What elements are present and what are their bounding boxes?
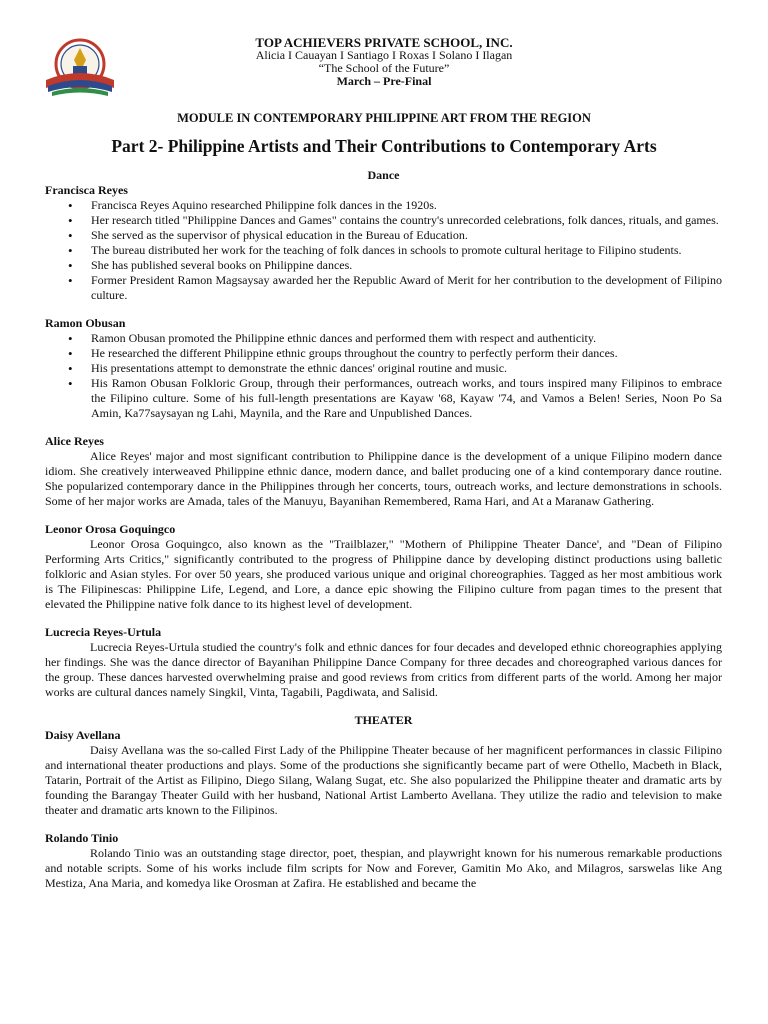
- list-item: • The bureau distributed her work for the teaching of folk dances in schools to promote cultural heritage to Filipino students.: [91, 243, 722, 258]
- campus-list: Alicia I Cauayan I Santiago I Roxas I Solano I Ilagan: [255, 48, 513, 62]
- artist-name: Ramon Obusan: [45, 316, 126, 330]
- bullet-list: [45, 198, 722, 303]
- artist-paragraph: Alice Reyes' major and most significant contribution to Philippine dance is the development of a unique Filipino modern dance idiom. She creatively interweaved Philippine ethnic dance, modern dance, and ballet producing one of a kind contemporary dance routine. She popularized contemporary dance in the Philippines through her concerts, tours, outreach works, and lecture demonstrations in schools. Some of her major works are Amada, tales of the Manuyu, Bayanihan Remembered, Rama Hari, and At a Maranaw Gathering.: [45, 449, 722, 508]
- list-item: • He researched the different Philippine ethnic groups throughout the country to perfectly perform their dances.: [91, 346, 722, 361]
- exam-period: March – Pre-Final: [336, 74, 432, 88]
- list-item: • She has published several books on Philippine dances.: [91, 258, 722, 273]
- school-name: TOP ACHIEVERS PRIVATE SCHOOL, INC.: [255, 35, 513, 50]
- list-item: • Former President Ramon Magsaysay awarded her the Republic Award of Merit for her contribution to the development of Filipino culture.: [91, 273, 722, 303]
- artist-block: [45, 728, 722, 818]
- list-item: • She served as the supervisor of physical education in the Bureau of Education.: [91, 228, 722, 243]
- artist-block: [45, 316, 722, 421]
- artist-block: [45, 183, 722, 303]
- artist-name: Francisca Reyes: [45, 183, 128, 197]
- section-heading-dance: Dance: [367, 168, 400, 182]
- part-title: Part 2- Philippine Artists and Their Contributions to Contemporary Arts: [111, 136, 657, 156]
- artist-name: Leonor Orosa Goquingco: [45, 522, 176, 536]
- document-body: [45, 168, 722, 891]
- list-item: • His presentations attempt to demonstrate the ethnic dances' original routine and music.: [91, 361, 722, 376]
- section-heading-theater: THEATER: [354, 713, 413, 727]
- artist-name: Alice Reyes: [45, 434, 104, 448]
- letterhead-header: [0, 30, 768, 100]
- artist-paragraph: Lucrecia Reyes-Urtula studied the country's folk and ethnic dances for four decades and developed ethnic choreographies applying her findings. She was the dance director of Bayanihan Philippine Dance Company for three decades and choreographed various dances for the group. These dances harvested overwhelming praise and good reviews from critics from different parts of the world. Among her major works are cultural dances namely Singkil, Vinta, Tagabili, Pagdiwata, and Salisid.: [45, 640, 722, 699]
- module-title: MODULE IN CONTEMPORARY PHILIPPINE ART FROM THE REGION: [177, 111, 591, 125]
- artist-name: Lucrecia Reyes-Urtula: [45, 625, 162, 639]
- letterhead-text: [0, 36, 768, 88]
- school-tagline: “The School of the Future”: [318, 61, 450, 75]
- artist-name: Rolando Tinio: [45, 831, 119, 845]
- bullet-list: [45, 331, 722, 421]
- list-item: • Ramon Obusan promoted the Philippine ethnic dances and performed them with respect and authenticity.: [91, 331, 722, 346]
- artist-name: Daisy Avellana: [45, 728, 121, 742]
- artist-block: [45, 625, 722, 700]
- artist-block: [45, 831, 722, 891]
- artist-block: [45, 434, 722, 509]
- artist-paragraph: Daisy Avellana was the so-called First Lady of the Philippine Theater because of her magnificent performances in classic Filipino and international theater productions and plays. Some of the productions she significantly became part of were Othello, Macbeth in Black, Tatarin, Portrait of the Artist as Filipino, Diego Silang, Walang Sugat, etc. She also popularized the Philippine theater and dramatic arts by founding the Barangay Theater Guild with her husband, National Artist Lamberto Avellana. They utilize the radio and television to make theater and dramatic arts known to the Filipinos.: [45, 743, 722, 817]
- artist-paragraph: Leonor Orosa Goquingco, also known as the "Trailblazer," "Mothern of Philippine Theater Dance', and "Dean of Filipino Performing Arts Critics," significantly contributed to the progress of Philippine dance by developing distinct productions using balletic folkloric and Asian styles. For over 50 years, she produced various unique and original choreographies. Tagged as her most ambitious work is The Filipinescas: Philippine Life, Legend, and Lore, a dance epic showing the Filipino culture from pagan times to the present that elevated the Philippine native folk dance to its highest level of development.: [45, 537, 722, 611]
- list-item: • Her research titled "Philippine Dances and Games" contains the country's unrecorded celebrations, folk dances, rituals, and games.: [91, 213, 722, 228]
- list-item: • His Ramon Obusan Folkloric Group, through their performances, outreach works, and tours inspired many Filipinos to embrace the Filipino culture. Some of his full-length presentations are Kayaw '68, Kayaw '74, and Vamos a Belen! Series, Noon Po Sa Amin, Ka77saysayan ng Lahi, Maynila, and the Rare and Unpublished Dances.: [91, 376, 722, 421]
- list-item: • Francisca Reyes Aquino researched Philippine folk dances in the 1920s.: [91, 198, 722, 213]
- artist-paragraph: Rolando Tinio was an outstanding stage director, poet, thespian, and playwright known for his numerous remarkable productions and notable scripts. Some of his works include film scripts for Now and Forever, Gamitin Mo Ako, and Milagros, sarswelas like Ang Mestiza, Ana Maria, and komedya like Orosman at Zafira. He established and became the: [45, 846, 722, 890]
- artist-block: [45, 522, 722, 612]
